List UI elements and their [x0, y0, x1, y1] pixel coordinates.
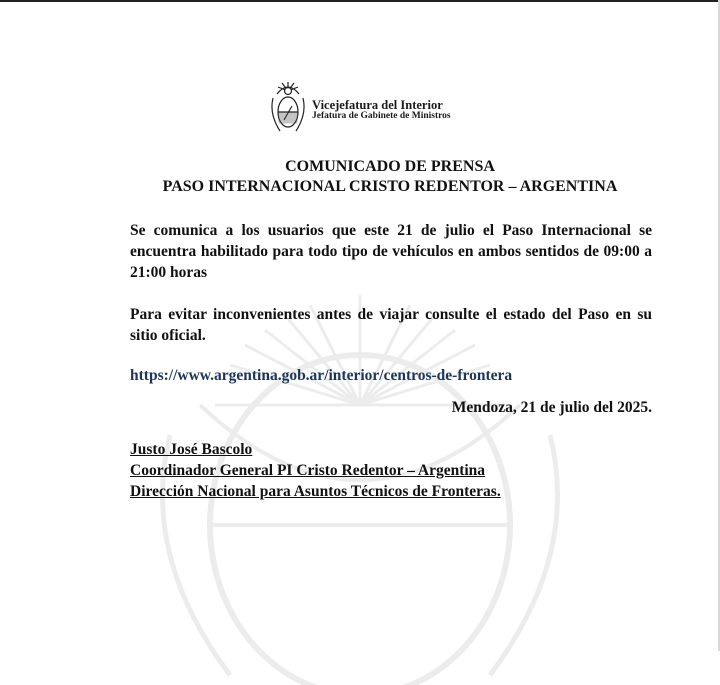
organization-header	[312, 99, 451, 122]
date-line: Mendoza, 21 de julio del 2025.	[451, 399, 652, 416]
organization-name: Vicejefatura del Interior	[312, 98, 443, 112]
document-title: COMUNICADO DE PRENSA	[285, 158, 495, 175]
top-border	[0, 0, 720, 2]
signatory-name: Justo José Bascolo	[130, 441, 253, 458]
organization-subtitle: Jefatura de Gabinete de Ministros	[312, 111, 451, 122]
advice-paragraph: Para evitar inconvenientes antes de viajar consulte el estado del Paso en su sitio oficial.	[130, 306, 652, 344]
coat-of-arms-icon	[268, 76, 308, 136]
announcement-paragraph: Se comunica a los usuarios que este 21 de julio el Paso Internacional se encuentra habilitado para todo tipo de vehículos en ambos sentidos de 09:00 a 21:00 horas	[130, 222, 652, 281]
document-subtitle: PASO INTERNACIONAL CRISTO REDENTOR – ARGENTINA	[162, 178, 618, 195]
signatory-department: Dirección Nacional para Asuntos Técnicos de Fronteras.	[130, 483, 501, 500]
signatory-position: Coordinador General PI Cristo Redentor – Argentina	[130, 462, 486, 479]
official-site-link[interactable]: https://www.argentina.gob.ar/interior/centros-de-frontera	[130, 367, 513, 384]
